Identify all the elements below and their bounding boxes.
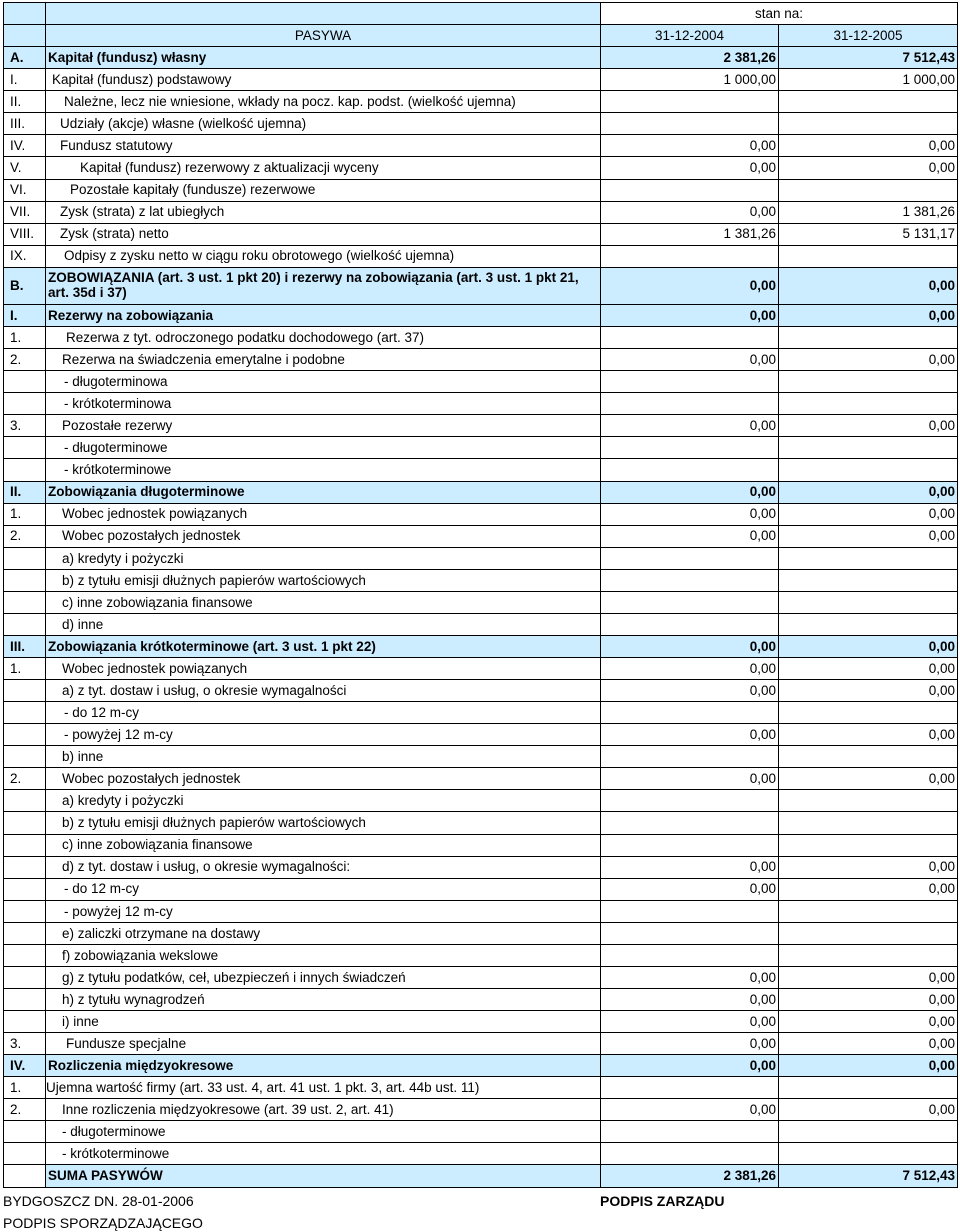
- row-label: Inne rozliczenia międzyokresowe (art. 39 ust. 2, art. 41): [46, 1099, 601, 1121]
- value-2005: 0,00: [779, 503, 958, 525]
- row-code: I.: [4, 305, 46, 327]
- row-label: Wobec jednostek powiązanych: [46, 503, 601, 525]
- row-label: b) z tytułu emisji dłużnych papierów wartościowych: [46, 812, 601, 834]
- value-2004: 1 000,00: [601, 69, 779, 91]
- value-2004: [601, 113, 779, 135]
- value-2005: 0,00: [779, 1055, 958, 1077]
- row-code: III.: [4, 113, 46, 135]
- table-row: [4, 371, 958, 393]
- table-row: [4, 790, 958, 812]
- value-2004: [601, 179, 779, 201]
- table-row: [4, 201, 958, 223]
- balance-sheet-body: [4, 3, 958, 1188]
- table-row: [4, 658, 958, 680]
- row-label: Wobec pozostałych jednostek: [46, 768, 601, 790]
- value-2004: 0,00: [601, 1011, 779, 1033]
- table-row: [4, 69, 958, 91]
- row-code: [4, 437, 46, 459]
- value-2005: 0,00: [779, 966, 958, 988]
- value-2005: 0,00: [779, 481, 958, 503]
- row-code: [4, 1165, 46, 1188]
- footer: [3, 1192, 957, 1232]
- table-row: [4, 1011, 958, 1033]
- value-2004: 0,00: [601, 157, 779, 179]
- value-2004: [601, 944, 779, 966]
- table-row: [4, 245, 958, 267]
- row-label: Rezerwa z tyt. odroczonego podatku dochodowego (art. 37): [46, 327, 601, 349]
- row-code: 2.: [4, 525, 46, 547]
- row-label: - krótkoterminowe: [46, 1143, 601, 1165]
- value-2004: 0,00: [601, 135, 779, 157]
- row-label: Rezerwy na zobowiązania: [46, 305, 601, 327]
- board-signature-label: PODPIS ZARZĄDU: [600, 1193, 725, 1209]
- row-label: Zobowiązania długoterminowe: [46, 481, 601, 503]
- row-label: ZOBOWIĄZANIA (art. 3 ust. 1 pkt 20) i rezerwy na zobowiązania (art. 3 ust. 1 pkt 21, art. 35d i 37): [46, 267, 601, 304]
- value-2004: 0,00: [601, 415, 779, 437]
- value-2004: [601, 1121, 779, 1143]
- row-label: - długoterminowe: [46, 1121, 601, 1143]
- value-2005: 0,00: [779, 768, 958, 790]
- row-label: - powyżej 12 m-cy: [46, 724, 601, 746]
- value-2005: [779, 371, 958, 393]
- table-row: [4, 503, 958, 525]
- value-2004: 0,00: [601, 724, 779, 746]
- row-label: a) z tyt. dostaw i usług, o okresie wymagalności: [46, 680, 601, 702]
- header-blank-label: [46, 3, 601, 25]
- table-row: [4, 459, 958, 481]
- row-label: Pozostałe kapitały (fundusze) rezerwowe: [46, 179, 601, 201]
- row-code: 1.: [4, 503, 46, 525]
- row-label: Należne, lecz nie wniesione, wkłady na pocz. kap. podst. (wielkość ujemna): [46, 91, 601, 113]
- value-2004: 1 381,26: [601, 223, 779, 245]
- row-code: [4, 812, 46, 834]
- table-row: [4, 305, 958, 327]
- row-code: 1.: [4, 1077, 46, 1099]
- table-row: [4, 1099, 958, 1121]
- value-2005: 5 131,17: [779, 223, 958, 245]
- row-code: [4, 966, 46, 988]
- table-row: [4, 393, 958, 415]
- row-code: V.: [4, 157, 46, 179]
- table-row: [4, 91, 958, 113]
- value-2005: [779, 113, 958, 135]
- value-2004: [601, 1077, 779, 1099]
- row-label: Zysk (strata) z lat ubiegłych: [46, 201, 601, 223]
- row-label: Kapitał (fundusz) własny: [46, 47, 601, 69]
- value-2004: 0,00: [601, 1099, 779, 1121]
- row-code: [4, 591, 46, 613]
- row-label: b) inne: [46, 746, 601, 768]
- value-2004: [601, 812, 779, 834]
- value-2004: [601, 613, 779, 635]
- row-code: [4, 371, 46, 393]
- value-2004: [601, 371, 779, 393]
- table-row: [4, 1077, 958, 1099]
- table-row: [4, 702, 958, 724]
- row-code: III.: [4, 635, 46, 657]
- value-2004: [601, 91, 779, 113]
- value-2004: 0,00: [601, 503, 779, 525]
- value-2005: 0,00: [779, 157, 958, 179]
- value-2005: 0,00: [779, 1033, 958, 1055]
- row-code: II.: [4, 481, 46, 503]
- table-row: [4, 988, 958, 1010]
- row-code: [4, 834, 46, 856]
- value-2005: 0,00: [779, 680, 958, 702]
- row-label: Udziały (akcje) własne (wielkość ujemna): [46, 113, 601, 135]
- header-blank-code: [4, 3, 46, 25]
- table-row: [4, 525, 958, 547]
- stan-na-label: stan na:: [601, 3, 958, 25]
- value-2005: [779, 437, 958, 459]
- row-code: I.: [4, 69, 46, 91]
- value-2005: [779, 1143, 958, 1165]
- row-label: - do 12 m-cy: [46, 702, 601, 724]
- value-2004: 0,00: [601, 525, 779, 547]
- table-row: [4, 1121, 958, 1143]
- row-code: 3.: [4, 415, 46, 437]
- value-2004: [601, 834, 779, 856]
- row-label: d) inne: [46, 613, 601, 635]
- value-2004: [601, 900, 779, 922]
- row-code: [4, 459, 46, 481]
- value-2005: [779, 245, 958, 267]
- table-row: [4, 1033, 958, 1055]
- value-2005: [779, 922, 958, 944]
- value-2005: [779, 900, 958, 922]
- value-2004: 2 381,26: [601, 1165, 779, 1188]
- table-row: [4, 267, 958, 304]
- header-row-stan-na: [4, 3, 958, 25]
- row-label: - powyżej 12 m-cy: [46, 900, 601, 922]
- row-label: a) kredyty i pożyczki: [46, 547, 601, 569]
- row-code: VIII.: [4, 223, 46, 245]
- row-label: Odpisy z zysku netto w ciągu roku obrotowego (wielkość ujemna): [46, 245, 601, 267]
- value-2005: [779, 179, 958, 201]
- table-row: [4, 547, 958, 569]
- row-label: Fundusz statutowy: [46, 135, 601, 157]
- row-code: 1.: [4, 658, 46, 680]
- row-label: f) zobowiązania wekslowe: [46, 944, 601, 966]
- row-label: e) zaliczki otrzymane na dostawy: [46, 922, 601, 944]
- row-label: d) z tyt. dostaw i usług, o okresie wymagalności:: [46, 856, 601, 878]
- table-row: [4, 746, 958, 768]
- table-row: [4, 349, 958, 371]
- value-2005: [779, 569, 958, 591]
- row-label: SUMA PASYWÓW: [46, 1165, 601, 1188]
- value-2005: [779, 91, 958, 113]
- row-label: - długoterminowe: [46, 437, 601, 459]
- row-code: B.: [4, 267, 46, 304]
- value-2004: [601, 569, 779, 591]
- row-label: Fundusze specjalne: [46, 1033, 601, 1055]
- table-row: [4, 591, 958, 613]
- row-label: Rozliczenia międzyokresowe: [46, 1055, 601, 1077]
- row-code: [4, 922, 46, 944]
- row-code: IX.: [4, 245, 46, 267]
- value-2005: 0,00: [779, 135, 958, 157]
- row-label: a) kredyty i pożyczki: [46, 790, 601, 812]
- value-2005: [779, 944, 958, 966]
- value-2005: [779, 613, 958, 635]
- row-label: c) inne zobowiązania finansowe: [46, 591, 601, 613]
- value-2004: [601, 327, 779, 349]
- header-row-title: [4, 25, 958, 47]
- row-code: [4, 393, 46, 415]
- table-row: [4, 966, 958, 988]
- row-label: - długoterminowa: [46, 371, 601, 393]
- row-code: [4, 746, 46, 768]
- row-code: [4, 1121, 46, 1143]
- value-2004: 0,00: [601, 988, 779, 1010]
- value-2004: 0,00: [601, 349, 779, 371]
- value-2005: 0,00: [779, 1011, 958, 1033]
- table-row: [4, 113, 958, 135]
- table-row: [4, 768, 958, 790]
- value-2004: [601, 547, 779, 569]
- row-label: h) z tytułu wynagrodzeń: [46, 988, 601, 1010]
- table-row: [4, 223, 958, 245]
- value-2004: 0,00: [601, 305, 779, 327]
- value-2004: 0,00: [601, 680, 779, 702]
- value-2005: [779, 790, 958, 812]
- value-2004: 0,00: [601, 201, 779, 223]
- row-code: VI.: [4, 179, 46, 201]
- value-2005: [779, 393, 958, 415]
- row-code: [4, 702, 46, 724]
- value-2005: [779, 327, 958, 349]
- row-code: II.: [4, 91, 46, 113]
- row-label: c) inne zobowiązania finansowe: [46, 834, 601, 856]
- table-row: [4, 327, 958, 349]
- value-2004: 0,00: [601, 966, 779, 988]
- value-2005: 7 512,43: [779, 47, 958, 69]
- row-code: [4, 1011, 46, 1033]
- value-2005: [779, 812, 958, 834]
- row-code: IV.: [4, 1055, 46, 1077]
- row-label: Kapitał (fundusz) podstawowy: [46, 69, 601, 91]
- value-2004: [601, 245, 779, 267]
- value-2004: [601, 922, 779, 944]
- value-2004: [601, 1143, 779, 1165]
- value-2005: [779, 834, 958, 856]
- row-label: b) z tytułu emisji dłużnych papierów wartościowych: [46, 569, 601, 591]
- table-row: [4, 415, 958, 437]
- table-row: [4, 437, 958, 459]
- header-blank-code-2: [4, 25, 46, 47]
- row-code: 2.: [4, 349, 46, 371]
- row-label: Zysk (strata) netto: [46, 223, 601, 245]
- value-2005: 0,00: [779, 878, 958, 900]
- date-col-1: 31-12-2004: [601, 25, 779, 47]
- row-code: [4, 856, 46, 878]
- row-label: - do 12 m-cy: [46, 878, 601, 900]
- value-2005: [779, 591, 958, 613]
- row-code: [4, 724, 46, 746]
- table-row: [4, 834, 958, 856]
- value-2004: 0,00: [601, 481, 779, 503]
- row-code: A.: [4, 47, 46, 69]
- value-2005: 0,00: [779, 267, 958, 304]
- table-row: [4, 878, 958, 900]
- value-2005: 0,00: [779, 658, 958, 680]
- value-2005: [779, 1121, 958, 1143]
- value-2005: [779, 1077, 958, 1099]
- value-2004: [601, 591, 779, 613]
- value-2005: [779, 547, 958, 569]
- value-2004: 0,00: [601, 856, 779, 878]
- value-2004: 0,00: [601, 1033, 779, 1055]
- table-row: [4, 613, 958, 635]
- value-2005: [779, 746, 958, 768]
- place-and-date: BYDGOSZCZ DN. 28-01-2006: [3, 1193, 194, 1209]
- row-code: [4, 944, 46, 966]
- value-2004: [601, 702, 779, 724]
- value-2004: [601, 746, 779, 768]
- table-row: [4, 1165, 958, 1188]
- value-2005: 0,00: [779, 724, 958, 746]
- value-2004: [601, 437, 779, 459]
- row-code: [4, 680, 46, 702]
- table-row: [4, 1143, 958, 1165]
- value-2004: [601, 393, 779, 415]
- value-2005: 0,00: [779, 856, 958, 878]
- row-code: [4, 878, 46, 900]
- row-code: VII.: [4, 201, 46, 223]
- row-code: [4, 613, 46, 635]
- date-col-2: 31-12-2005: [779, 25, 958, 47]
- table-row: [4, 157, 958, 179]
- row-code: 2.: [4, 768, 46, 790]
- table-row: [4, 135, 958, 157]
- value-2005: 0,00: [779, 1099, 958, 1121]
- row-label: Zobowiązania krótkoterminowe (art. 3 ust. 1 pkt 22): [46, 635, 601, 657]
- value-2005: 0,00: [779, 349, 958, 371]
- row-label: Wobec jednostek powiązanych: [46, 658, 601, 680]
- row-label: Ujemna wartość firmy (art. 33 ust. 4, art. 41 ust. 1 pkt. 3, art. 44b ust. 11): [46, 1077, 601, 1099]
- row-code: [4, 790, 46, 812]
- balance-sheet-table: [3, 2, 958, 1188]
- table-row: [4, 724, 958, 746]
- value-2004: 0,00: [601, 1055, 779, 1077]
- table-row: [4, 179, 958, 201]
- table-row: [4, 680, 958, 702]
- value-2004: 0,00: [601, 635, 779, 657]
- row-code: [4, 988, 46, 1010]
- row-code: 3.: [4, 1033, 46, 1055]
- row-code: IV.: [4, 135, 46, 157]
- value-2005: 0,00: [779, 988, 958, 1010]
- table-row: [4, 47, 958, 69]
- row-label: i) inne: [46, 1011, 601, 1033]
- table-row: [4, 635, 958, 657]
- row-code: 1.: [4, 327, 46, 349]
- value-2004: 0,00: [601, 878, 779, 900]
- value-2004: [601, 459, 779, 481]
- table-row: [4, 944, 958, 966]
- value-2004: 0,00: [601, 267, 779, 304]
- preparer-signature-label: PODPIS SPORZĄDZAJĄCEGO: [3, 1215, 203, 1231]
- table-row: [4, 812, 958, 834]
- value-2005: 1 000,00: [779, 69, 958, 91]
- table-row: [4, 481, 958, 503]
- table-row: [4, 922, 958, 944]
- row-label: Wobec pozostałych jednostek: [46, 525, 601, 547]
- row-code: [4, 900, 46, 922]
- value-2005: 0,00: [779, 305, 958, 327]
- value-2005: [779, 702, 958, 724]
- value-2004: 0,00: [601, 768, 779, 790]
- row-label: - krótkoterminowa: [46, 393, 601, 415]
- value-2005: [779, 459, 958, 481]
- table-row: [4, 1055, 958, 1077]
- row-label: Kapitał (fundusz) rezerwowy z aktualizacji wyceny: [46, 157, 601, 179]
- row-code: [4, 1143, 46, 1165]
- row-label: Rezerwa na świadczenia emerytalne i podobne: [46, 349, 601, 371]
- row-label: Pozostałe rezerwy: [46, 415, 601, 437]
- value-2004: [601, 790, 779, 812]
- value-2004: 0,00: [601, 658, 779, 680]
- row-label: - krótkoterminowe: [46, 459, 601, 481]
- row-code: [4, 547, 46, 569]
- value-2005: 0,00: [779, 635, 958, 657]
- value-2005: 1 381,26: [779, 201, 958, 223]
- value-2005: 0,00: [779, 525, 958, 547]
- row-label: g) z tytułu podatków, ceł, ubezpieczeń i innych świadczeń: [46, 966, 601, 988]
- value-2005: 0,00: [779, 415, 958, 437]
- row-code: 2.: [4, 1099, 46, 1121]
- row-code: [4, 569, 46, 591]
- value-2004: 2 381,26: [601, 47, 779, 69]
- table-row: [4, 900, 958, 922]
- table-row: [4, 856, 958, 878]
- table-row: [4, 569, 958, 591]
- pasywa-title: PASYWA: [46, 25, 601, 47]
- value-2005: 7 512,43: [779, 1165, 958, 1188]
